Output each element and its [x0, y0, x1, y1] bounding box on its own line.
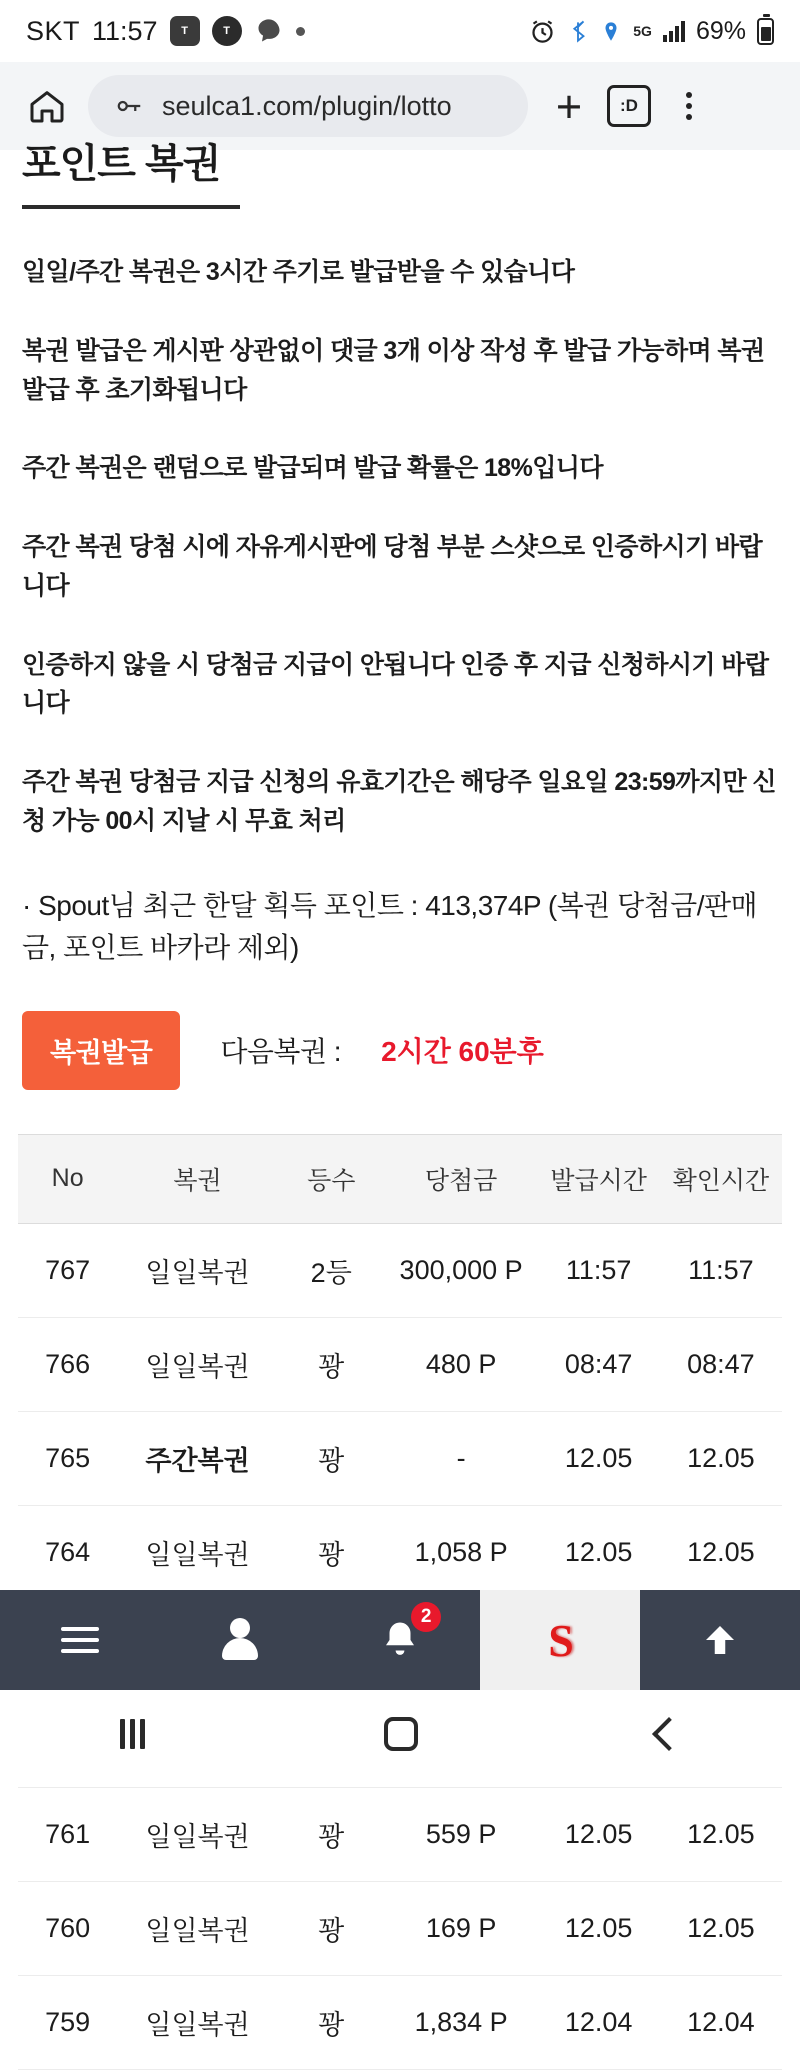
cell-prize: 300,000 P [385, 1223, 538, 1317]
android-nav-bar [0, 1690, 800, 1778]
cell-no: 766 [18, 1317, 117, 1411]
profile-button[interactable] [160, 1590, 320, 1690]
site-logo-button[interactable] [480, 1590, 640, 1690]
overflow-menu-icon[interactable] [664, 81, 714, 131]
cell-issued: 12.05 [538, 1505, 660, 1599]
cell-checked: 12.05 [660, 1881, 782, 1975]
cell-type: 일일복권 [117, 1317, 277, 1411]
recents-icon[interactable] [120, 1719, 145, 1749]
cell-checked: 08:47 [660, 1317, 782, 1411]
cell-no: 765 [18, 1411, 117, 1505]
cell-type: 주간복권 [117, 1411, 277, 1505]
tab-count-label[interactable]: :D [607, 85, 651, 127]
cell-prize: 1,834 P [385, 1975, 538, 2069]
cell-prize: 1,058 P [385, 1505, 538, 1599]
next-lottery-label: 다음복권 : [220, 1036, 342, 1067]
cell-rank: 꽝 [278, 1975, 385, 2069]
carrier-label: SKT [26, 15, 81, 46]
status-bar [0, 0, 800, 62]
cell-checked: 12.05 [660, 1787, 782, 1881]
menu-button[interactable] [0, 1590, 160, 1690]
column-header-checked: 확인시간 [660, 1134, 782, 1223]
table-row[interactable] [18, 1505, 782, 1599]
cell-type: 일일복권 [117, 1505, 277, 1599]
site-settings-icon[interactable] [114, 91, 144, 121]
cell-no: 764 [18, 1505, 117, 1599]
cell-rank: 2등 [278, 1223, 385, 1317]
cell-rank: 꽝 [278, 1317, 385, 1411]
chat-app-icon [254, 16, 284, 46]
cell-issued: 11:57 [538, 1223, 660, 1317]
table-header [18, 1134, 782, 1223]
table-row[interactable] [18, 1317, 782, 1411]
user-point-summary: · Spout님 최근 한달 획득 포인트 : 413,374P (복권 당첨금/판매금, 포인트 바카라 제외) [22, 889, 758, 963]
cell-checked: 12.05 [660, 1505, 782, 1599]
notifications-button[interactable] [320, 1590, 480, 1690]
notification-count-badge: 2 [411, 1602, 441, 1632]
cell-issued: 08:47 [538, 1317, 660, 1411]
hamburger-menu-icon[interactable] [61, 1627, 99, 1653]
page-title: 포인트 복권 [22, 142, 221, 186]
cell-type: 일일복권 [117, 1223, 277, 1317]
table-row[interactable] [18, 1975, 782, 2069]
cell-type: 일일복권 [117, 1881, 277, 1975]
status-clock: 11:57 [92, 15, 158, 46]
page-content [0, 142, 800, 2040]
cell-issued: 12.04 [538, 1975, 660, 2069]
notice-line-1: 일일/주간 복권은 3시간 주기로 발급받을 수 있습니다 [22, 258, 575, 286]
status-bar-right [529, 17, 774, 46]
notice-line-2: 복권 발급은 게시판 상관없이 댓글 3개 이상 작성 후 발급 가능하며 복권 발급 후 초기화됩니다 [22, 336, 765, 404]
cell-prize: 559 P [385, 1787, 538, 1881]
column-header-type: 복권 [117, 1134, 277, 1223]
cell-no: 759 [18, 1975, 117, 2069]
new-tab-button[interactable]: + [555, 80, 583, 132]
cell-type: 일일복권 [117, 1975, 277, 2069]
cell-rank: 꽝 [278, 1505, 385, 1599]
cell-prize: 480 P [385, 1317, 538, 1411]
next-lottery-countdown: 2시간 60분후 [381, 1036, 544, 1067]
home-button-icon[interactable] [384, 1717, 418, 1751]
notice-line-5: 인증하지 않을 시 당첨금 지급이 안됩니다 인증 후 지급 신청하시기 바랍니다 [22, 650, 769, 718]
table-row[interactable] [18, 1411, 782, 1505]
table-row[interactable] [18, 1223, 782, 1317]
kakaotalk-app-icon: T [212, 16, 242, 46]
cell-checked: 12.04 [660, 1975, 782, 2069]
location-icon [600, 18, 622, 45]
alarm-icon [529, 18, 556, 45]
column-header-issued: 발급시간 [538, 1134, 660, 1223]
cell-rank: 꽝 [278, 1787, 385, 1881]
table-row[interactable] [18, 1881, 782, 1975]
signal-strength-icon [663, 20, 685, 42]
cell-no: 760 [18, 1881, 117, 1975]
column-header-rank: 등수 [278, 1134, 385, 1223]
cell-rank: 꽝 [278, 1411, 385, 1505]
site-logo[interactable]: S [548, 1614, 572, 1666]
arrow-up-icon[interactable] [699, 1618, 741, 1662]
back-button-icon[interactable] [652, 1717, 686, 1751]
network-type-label: 5G [633, 23, 652, 39]
issue-lottery-button[interactable]: 복권발급 [22, 1011, 180, 1090]
cell-checked: 12.05 [660, 1411, 782, 1505]
column-header-prize: 당첨금 [385, 1134, 538, 1223]
lottery-action-row [18, 1011, 782, 1090]
bluetooth-icon [567, 18, 589, 45]
cell-prize: 169 P [385, 1881, 538, 1975]
battery-percent-label: 69% [695, 16, 746, 45]
status-dot-icon [296, 27, 305, 36]
cell-no: 767 [18, 1223, 117, 1317]
cell-checked: 11:57 [660, 1223, 782, 1317]
tmoney-app-icon: T [170, 16, 200, 46]
cell-rank: 꽝 [278, 1881, 385, 1975]
url-bar[interactable] [88, 75, 528, 137]
scroll-to-top-button[interactable] [640, 1590, 800, 1690]
notice-line-3: 주간 복권은 랜덤으로 발급되며 발급 확률은 18%입니다 [22, 454, 603, 483]
tab-switcher-button[interactable] [604, 81, 654, 131]
table-header-row [18, 1134, 782, 1223]
notice-line-6: 주간 복권 당첨금 지급 신청의 유효기간은 해당주 일요일 23:59까지만 신청 가능 00시 지날 시 무효 처리 [22, 768, 776, 835]
cell-no: 761 [18, 1787, 117, 1881]
battery-icon [757, 18, 774, 45]
home-icon[interactable] [22, 81, 72, 131]
url-text[interactable]: seulca1.com/plugin/lotto [162, 90, 452, 121]
column-header-no: No [18, 1134, 117, 1223]
app-bottom-bar [0, 1590, 800, 1690]
user-profile-icon[interactable] [219, 1618, 261, 1662]
cell-issued: 12.05 [538, 1787, 660, 1881]
table-row[interactable] [18, 1787, 782, 1881]
status-bar-left [26, 16, 305, 47]
notice-line-4: 주간 복권 당첨 시에 자유게시판에 당첨 부분 스샷으로 인증하시기 바랍니다 [22, 533, 763, 600]
cell-type: 일일복권 [117, 1787, 277, 1881]
title-underline [22, 205, 240, 209]
cell-issued: 12.05 [538, 1881, 660, 1975]
cell-prize: - [385, 1411, 538, 1505]
cell-issued: 12.05 [538, 1411, 660, 1505]
